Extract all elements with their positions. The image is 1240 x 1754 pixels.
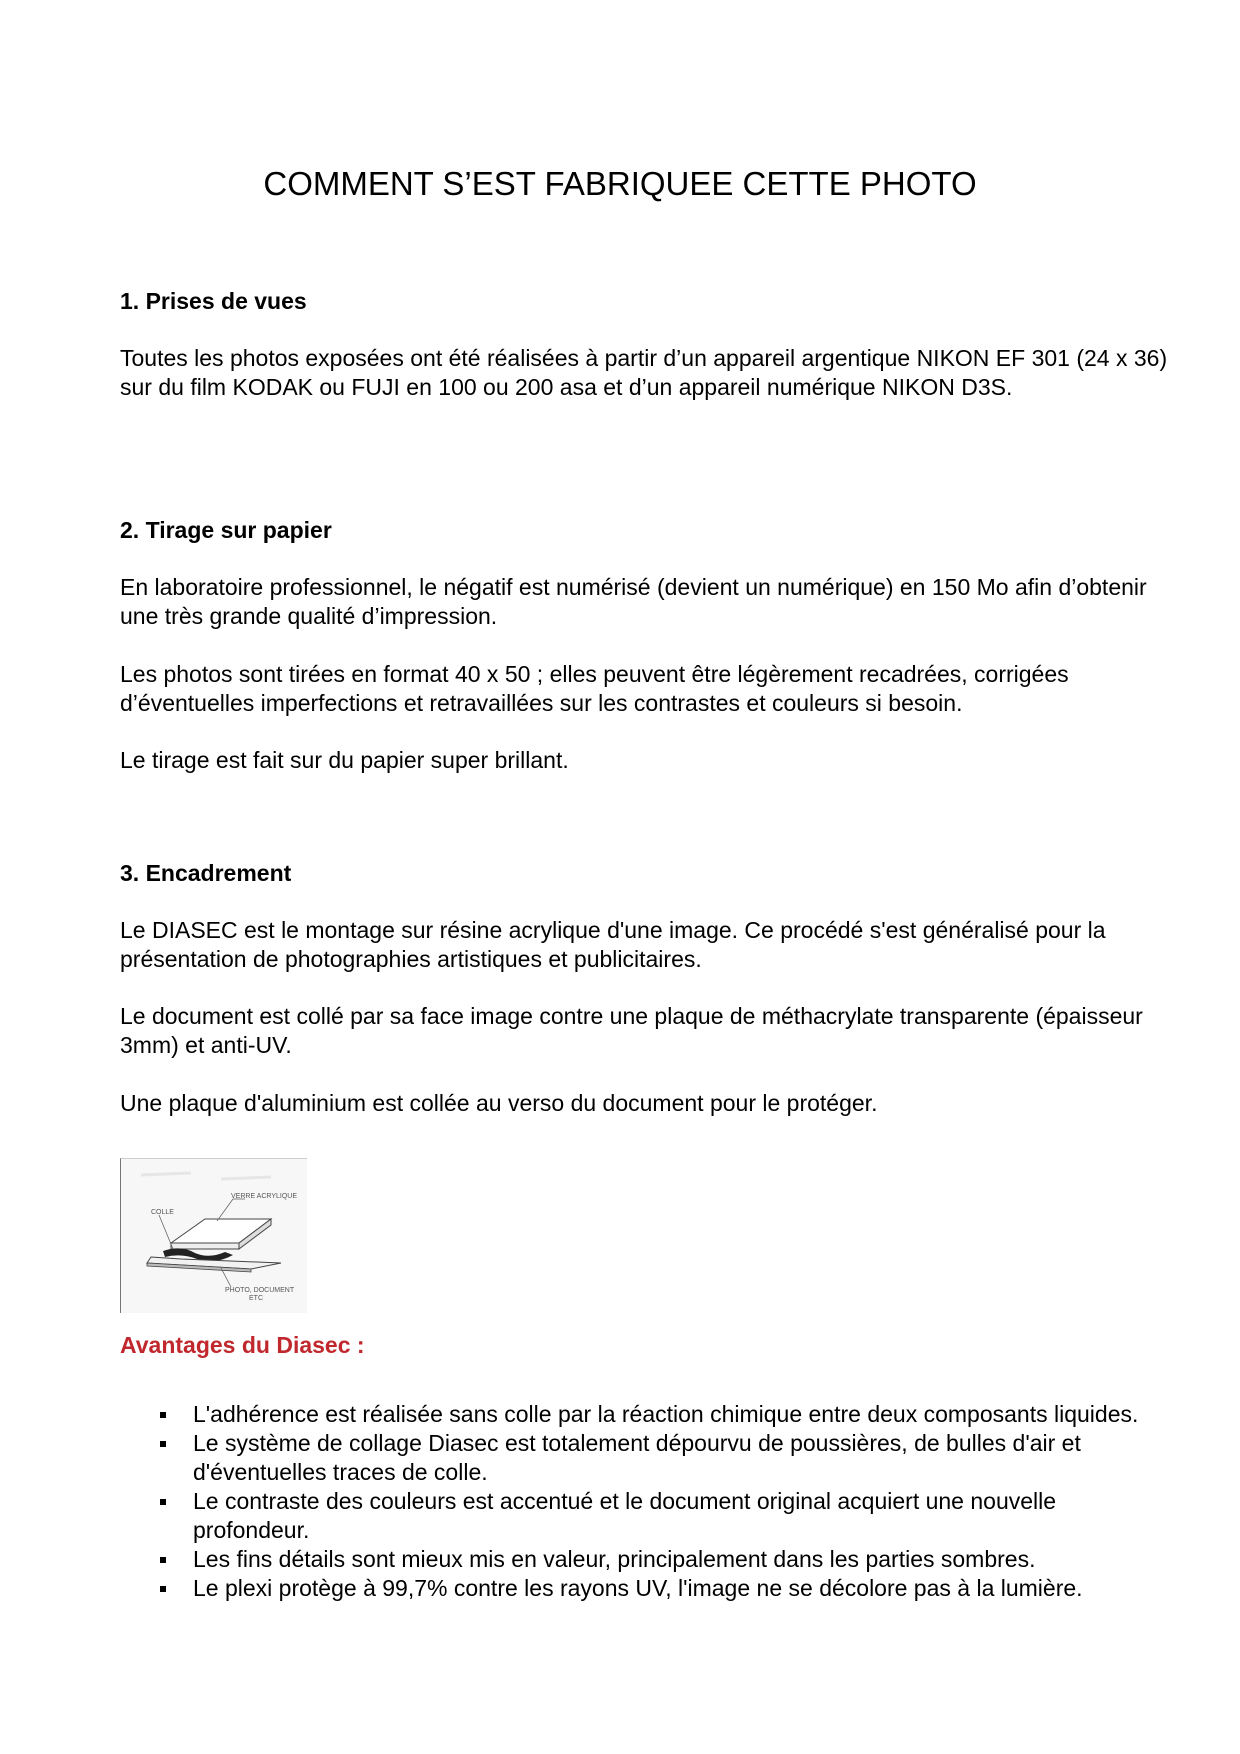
list-item-text: Les fins détails sont mieux mis en valeur, principalement dans les parties sombres. [193,1546,1036,1572]
label-colle: COLLE [151,1209,174,1216]
square-bullet-icon [160,1586,166,1592]
section-paragraph: Le DIASEC est le montage sur résine acrylique d'une image. Ce procédé s'est généralisé pour la présentation de photographies artistiques et publicitaires. [120,917,1106,972]
section-paragraph: Le tirage est fait sur du papier super brillant. [120,747,569,773]
list-item [155,1400,1175,1429]
section-paragraph: Les photos sont tirées en format 40 x 50 ; elles peuvent être légèrement recadrées, corrigées d’éventuelles imperfections et retravaillées sur les contrastes et couleurs si besoin. [120,661,1069,716]
section-paragraph: Le document est collé par sa face image contre une plaque de méthacrylate transparente (épaisseur 3mm) et anti-UV. [120,1003,1143,1058]
advantages-heading: Avantages du Diasec : [120,1332,365,1358]
page-title: COMMENT S’EST FABRIQUEE CETTE PHOTO [263,165,977,202]
label-etc: ETC [249,1295,263,1302]
square-bullet-icon [160,1441,166,1447]
section-paragraph: En laboratoire professionnel, le négatif est numérisé (devient un numérique) en 150 Mo afin d’obtenir une très grande qualité d’impression. [120,574,1147,629]
section-heading-tirage-sur-papier: 2. Tirage sur papier [120,517,332,543]
list-item [155,1487,1175,1545]
list-item-text: L'adhérence est réalisée sans colle par la réaction chimique entre deux composants liquides. [193,1401,1139,1427]
list-item [155,1574,1175,1603]
diasec-diagram [120,1158,307,1313]
square-bullet-icon [160,1499,166,1505]
section-heading-prises-de-vues: 1. Prises de vues [120,288,307,314]
label-verre-acrylique: VERRE ACRYLIQUE [231,1193,298,1200]
label-photo-document: PHOTO, DOCUMENT [225,1287,295,1294]
section-heading-encadrement: 3. Encadrement [120,860,292,886]
advantages-list [155,1400,1175,1603]
list-item [155,1429,1175,1487]
list-item-text: Le contraste des couleurs est accentué et le document original acquiert une nouvelle profondeur. [193,1488,1057,1543]
list-item [155,1545,1175,1574]
list-item-text: Le plexi protège à 99,7% contre les rayons UV, l'image ne se décolore pas à la lumière. [193,1575,1083,1601]
section-paragraph: Toutes les photos exposées ont été réalisées à partir d’un appareil argentique NIKON EF 301 (24 x 36) sur du film KODAK ou FUJI en 100 ou 200 asa et d’un appareil numérique NIKON D3S. [120,345,1168,400]
square-bullet-icon [160,1557,166,1563]
list-item-text: Le système de collage Diasec est totalement dépourvu de poussières, de bulles d'air et d'éventuelles traces de colle. [193,1430,1081,1485]
square-bullet-icon [160,1412,166,1418]
section-paragraph: Une plaque d'aluminium est collée au verso du document pour le protéger. [120,1090,878,1116]
